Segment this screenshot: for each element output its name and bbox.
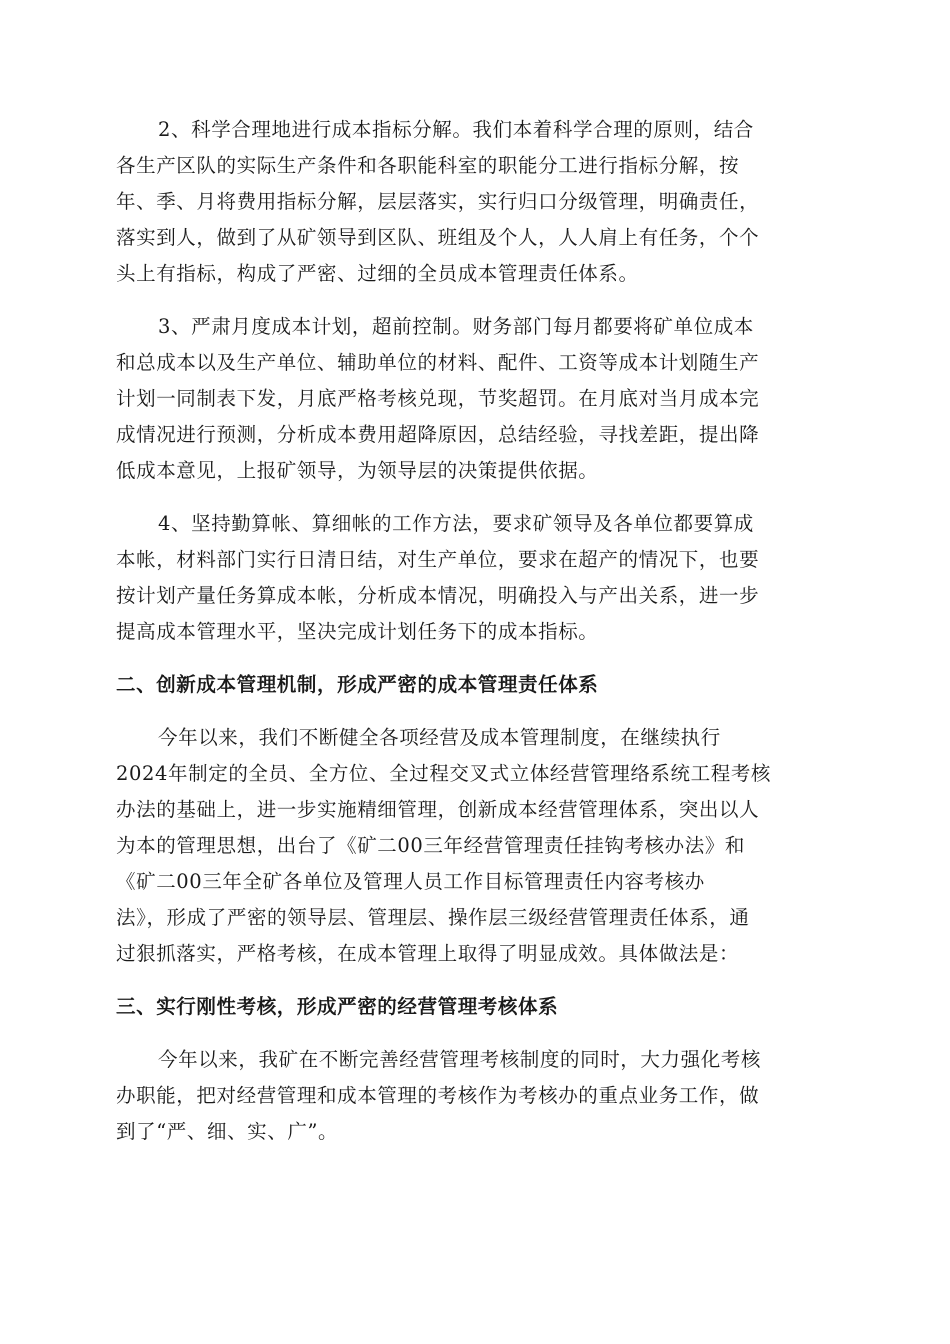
text-line: 今年以来，我们不断健全各项经营及成本管理制度，在继续执行 bbox=[158, 726, 721, 749]
text-line: 《矿二00三年全矿各单位及管理人员工作目标管理责任内容考核办 bbox=[116, 870, 705, 893]
text-line: 低成本意见，上报矿领导，为领导层的决策提供依据。 bbox=[116, 459, 599, 482]
text-line: 和总成本以及生产单位、辅助单位的材料、配件、工资等成本计划随生产 bbox=[116, 351, 760, 374]
text-line: 落实到人，做到了从矿领导到区队、班组及个人，人人肩上有任务，个个 bbox=[116, 226, 760, 249]
text-line: 4、坚持勤算帐、算细帐的工作方法，要求矿领导及各单位都要算成 bbox=[158, 512, 754, 535]
paragraph-item-3 bbox=[116, 309, 832, 489]
text-line: 2024年制定的全员、全方位、全过程交叉式立体经营管理络系统工程考核 bbox=[116, 762, 772, 785]
text-line: 2、科学合理地进行成本指标分解。我们本着科学合理的原则，结合 bbox=[158, 118, 754, 141]
text-line: 提高成本管理水平，坚决完成计划任务下的成本指标。 bbox=[116, 620, 599, 643]
section-heading-2: 二、创新成本管理机制，形成严密的成本管理责任体系 bbox=[116, 673, 599, 696]
text-line: 今年以来，我矿在不断完善经营管理考核制度的同时，大力强化考核 bbox=[158, 1048, 762, 1071]
text-line: 计划一同制表下发，月底严格考核兑现，节奖超罚。在月底对当月成本完 bbox=[116, 387, 760, 410]
paragraph-section-2 bbox=[116, 720, 832, 972]
text-line: 为本的管理思想，出台了《矿二00三年经营管理责任挂钩考核办法》和 bbox=[116, 834, 746, 857]
text-line: 年、季、月将费用指标分解，层层落实，实行归口分级管理，明确责任， bbox=[116, 190, 760, 213]
text-line: 成情况进行预测，分析成本费用超降原因，总结经验，寻找差距，提出降 bbox=[116, 423, 760, 446]
text-line: 法》，形成了严密的领导层、管理层、操作层三级经营管理责任体系，通 bbox=[116, 906, 750, 929]
text-line: 到了“严、细、实、广”。 bbox=[116, 1120, 339, 1143]
paragraph-item-4 bbox=[116, 506, 832, 650]
text-line: 按计划产量任务算成本帐，分析成本情况，明确投入与产出关系，进一步 bbox=[116, 584, 760, 607]
text-line: 头上有指标，构成了严密、过细的全员成本管理责任体系。 bbox=[116, 262, 639, 285]
paragraph-item-2 bbox=[116, 112, 832, 292]
section-heading-3: 三、实行刚性考核，形成严密的经营管理考核体系 bbox=[116, 995, 559, 1018]
paragraph-section-3 bbox=[116, 1042, 832, 1150]
text-line: 办法的基础上，进一步实施精细管理，创新成本经营管理体系，突出以人 bbox=[116, 798, 760, 821]
text-line: 过狠抓落实，严格考核，在成本管理上取得了明显成效。具体做法是： bbox=[116, 942, 740, 965]
text-line: 3、严肃月度成本计划，超前控制。财务部门每月都要将矿单位成本 bbox=[158, 315, 754, 338]
text-line: 本帐，材料部门实行日清日结，对生产单位，要求在超产的情况下，也要 bbox=[116, 548, 760, 571]
text-line: 办职能，把对经营管理和成本管理的考核作为考核办的重点业务工作，做 bbox=[116, 1084, 760, 1107]
text-line: 各生产区队的实际生产条件和各职能科室的职能分工进行指标分解，按 bbox=[116, 154, 740, 177]
document-page bbox=[116, 112, 832, 1150]
